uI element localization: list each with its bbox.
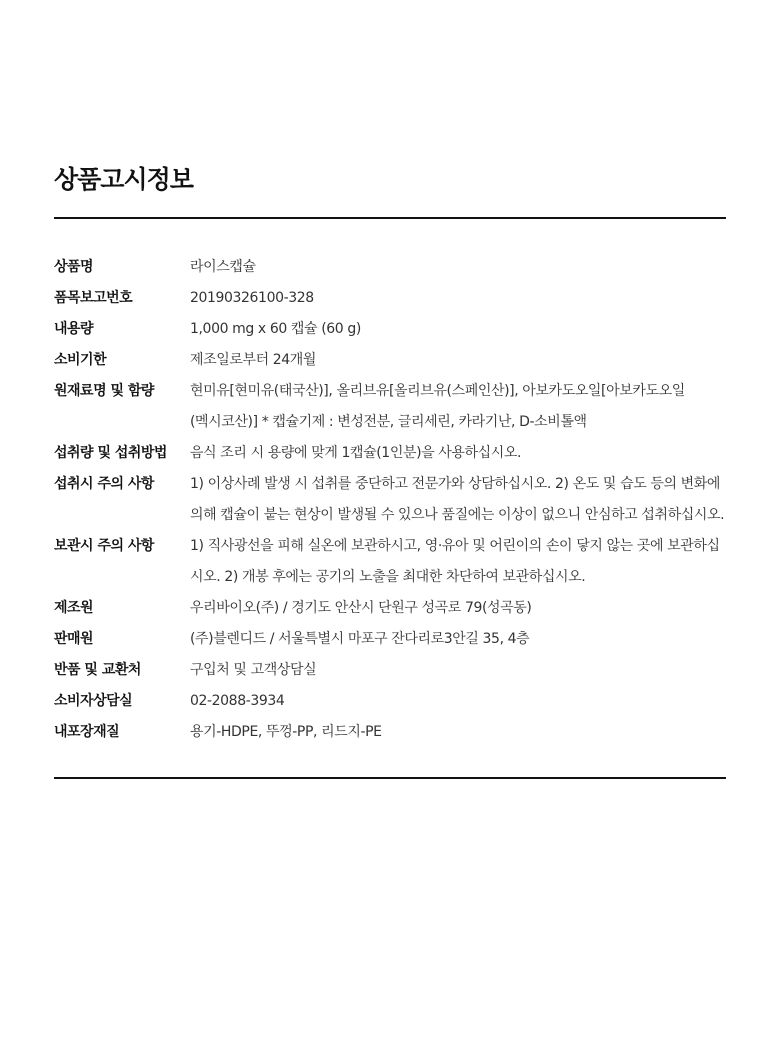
info-row-value (190, 252, 726, 283)
info-row (54, 717, 726, 748)
info-row-value-line: 1) 직사광선을 피해 실온에 보관하시고, 영·유아 및 어린이의 손이 닿지 않는 곳에 보관하십 (190, 538, 720, 554)
info-row-value-line: (주)블렌디드 / 서울특별시 마포구 잔다리로3안길 35, 4층 (190, 631, 530, 647)
info-row-value (190, 438, 726, 469)
info-row-label: 반품 및 교환처 (54, 662, 141, 678)
info-row-label: 상품명 (54, 259, 94, 275)
info-row-value (190, 376, 726, 438)
info-row (54, 438, 726, 469)
info-row-value (190, 345, 726, 376)
info-row-value-line: 구입처 및 고객상담실 (190, 662, 317, 678)
info-row-value (190, 469, 726, 531)
info-row-label: 섭취시 주의 사항 (54, 476, 154, 492)
info-row-value (190, 686, 726, 717)
info-row-value (190, 593, 726, 624)
info-row-value-line: 의해 캡슐이 붙는 현상이 발생될 수 있으나 품질에는 이상이 없으니 안심하고 섭취하십시오. (190, 507, 725, 523)
info-row (54, 593, 726, 624)
bottom-divider (54, 777, 726, 779)
info-row-value-line: 시오. 2) 개봉 후에는 공기의 노출을 최대한 차단하여 보관하십시오. (190, 569, 586, 585)
info-row-value (190, 624, 726, 655)
info-row-value (190, 655, 726, 686)
info-row (54, 655, 726, 686)
info-row-value-line: 우리바이오(주) / 경기도 안산시 단원구 성곡로 79(성곡동) (190, 600, 532, 616)
info-row-value (190, 717, 726, 748)
info-row-label: 섭취량 및 섭취방법 (54, 445, 167, 461)
info-row-value-line: 용기-HDPE, 뚜껑-PP, 리드지-PE (190, 724, 382, 740)
info-row-value-line: 제조일로부터 24개월 (190, 352, 317, 368)
product-notice-section (54, 163, 726, 779)
info-row-value-line: 02-2088-3934 (190, 693, 285, 709)
info-row-value-line: 20190326100-328 (190, 290, 314, 306)
info-row-value-line: 음식 조리 시 용량에 맞게 1캡슐(1인분)을 사용하십시오. (190, 445, 522, 461)
info-row-value-line: (멕시코산)] * 캡슐기제 : 변성전분, 글리세린, 카라기난, D-소비톨액 (190, 414, 587, 430)
info-table (54, 219, 726, 777)
info-row (54, 252, 726, 283)
info-row-label: 제조원 (54, 600, 94, 616)
info-row-value-line: 라이스캡슐 (190, 259, 256, 275)
info-row-value (190, 283, 726, 314)
info-row-value-line: 1,000 mg x 60 캡슐 (60 g) (190, 321, 361, 337)
info-row (54, 531, 726, 593)
info-row-value-line: 현미유[현미유(태국산)], 올리브유[올리브유(스페인산)], 아보카도오일[아보카도오일 (190, 383, 685, 399)
info-row (54, 283, 726, 314)
info-row-label: 보관시 주의 사항 (54, 538, 154, 554)
info-row-label: 원재료명 및 함량 (54, 383, 154, 399)
info-row (54, 686, 726, 717)
info-row-label: 소비기한 (54, 352, 107, 368)
section-title: 상품고시정보 (54, 165, 193, 194)
info-row (54, 345, 726, 376)
info-row (54, 314, 726, 345)
info-row (54, 376, 726, 438)
info-row-value (190, 314, 726, 345)
info-row-label: 폼목보고번호 (54, 290, 133, 306)
info-row (54, 469, 726, 531)
info-row-label: 내용량 (54, 321, 94, 337)
info-row-label: 소비자상담실 (54, 693, 133, 709)
info-row (54, 624, 726, 655)
info-row-label: 내포장재질 (54, 724, 120, 740)
info-row-value-line: 1) 이상사례 발생 시 섭취를 중단하고 전문가와 상담하십시오. 2) 온도 및 습도 등의 변화에 (190, 476, 721, 492)
info-row-value (190, 531, 726, 593)
info-row-label: 판매원 (54, 631, 94, 647)
